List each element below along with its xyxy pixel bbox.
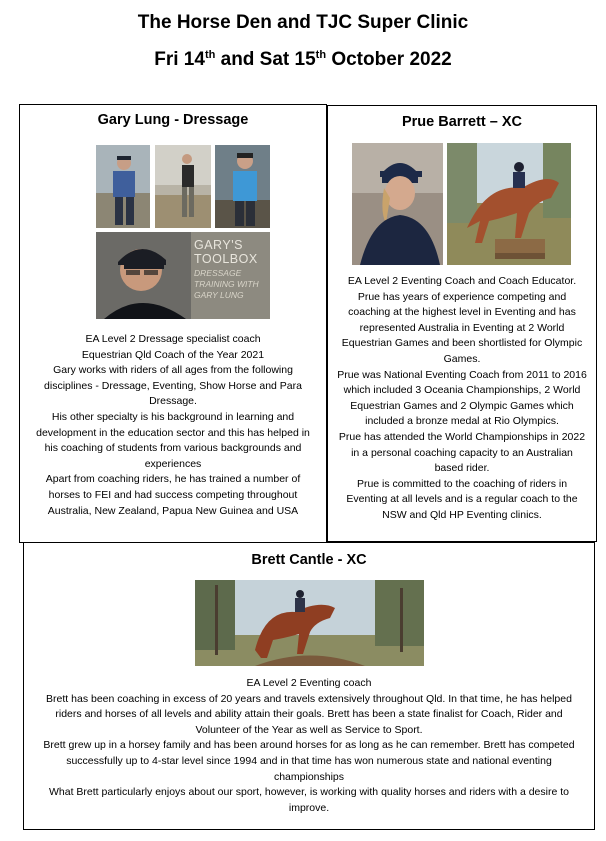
prue-barrett-section [327,105,597,542]
date-text: October 2022 [326,49,452,70]
title-line-1: The Horse Den and TJC Super Clinic [137,12,469,33]
gary-toolbox-image [96,232,270,319]
event-dates [0,49,606,71]
gary-bio [28,332,318,519]
prue-portrait-photo [352,143,443,265]
prue-bio-line: Prue has years of experience competing and coaching at the highest level in Eventing and has represented Australia in Eventing at 2 World Equestrian Games and been shortlisted for Olympic Games. [341,290,583,365]
toolbox-subtitle: DRESSAGE TRAINING WITH GARY LUNG [194,268,259,300]
brett-cantle-section [23,542,595,830]
prue-bio-line: Prue is committed to the coaching of riders in Eventing at all levels and is a regular coach to the NSW and Qld HP Eventing clinics. [346,477,578,521]
date-text: and Sat 15 [215,49,316,70]
prue-bio-line: EA Level 2 Eventing Coach and Coach Educator. [347,275,577,287]
gary-lung-section [19,104,327,543]
gary-bio-line: EA Level 2 Dressage specialist coach [85,333,261,345]
gary-photo-1 [96,145,150,228]
toolbox-title: GARY'S TOOLBOX [194,238,258,266]
gary-bio-line: Apart from coaching riders, he has trained a number of horses to FEI and had success competing throughout Australia, New Zealand, Papua New Guinea and USA [45,473,301,517]
page-title [0,12,606,34]
brett-bio [38,676,580,816]
prue-bio-line: Prue was National Eventing Coach from 2011 to 2016 which included 3 Oceania Championships, 2 World Equestrian Games and 2 Olympic Games which included a bronze medal at Rio Olympics. [337,368,587,428]
prue-bio [337,274,587,524]
brett-heading: Brett Cantle - XC [251,552,367,568]
gary-heading: Gary Lung - Dressage [97,112,249,128]
brett-bio-line: EA Level 2 Eventing coach [246,677,372,689]
prue-bio-line: Prue has attended the World Championships in 2022 in a personal coaching capacity to an Australian based rider. [338,430,586,475]
brett-jumping-photo [195,580,424,666]
prue-jumping-photo [447,143,571,265]
date-text: Fri 14 [154,49,205,70]
gary-photo-2 [155,145,211,228]
brett-bio-line: What Brett particularly enjoys about our sport, however, is working with quality horses and riders with a desire to improve. [49,786,569,814]
gary-photo-3 [215,145,270,228]
gary-bio-line: Gary works with riders of all ages from the following disciplines - Dressage, Eventing, Show Horse and Para Dressage. [44,364,302,408]
brett-bio-line: Brett grew up in a horsey family and has been around horses for as long as he can remember. Brett has competed successfully up to 4-star level since 1994 and in that time has won numerous state and national eventing championships [43,739,575,783]
date-suffix: th [315,49,327,61]
prue-heading: Prue Barrett – XC [401,114,523,130]
date-suffix: th [204,49,216,61]
gary-bio-line: Equestrian Qld Coach of the Year 2021 [81,348,265,361]
brett-bio-line: Brett has been coaching in excess of 20 years and travels extensively throughout Qld. In that time, he has helped riders and horses of all levels and ability attain their goals. Brett has been a state finalist for Coach, Rider and Volunteer of the Year as well as Service to Sport. [46,692,572,736]
gary-bio-line: His other specialty is his background in learning and development in the education sector and this has helped in his coaching of students from various backgrounds and experiences [36,410,310,470]
